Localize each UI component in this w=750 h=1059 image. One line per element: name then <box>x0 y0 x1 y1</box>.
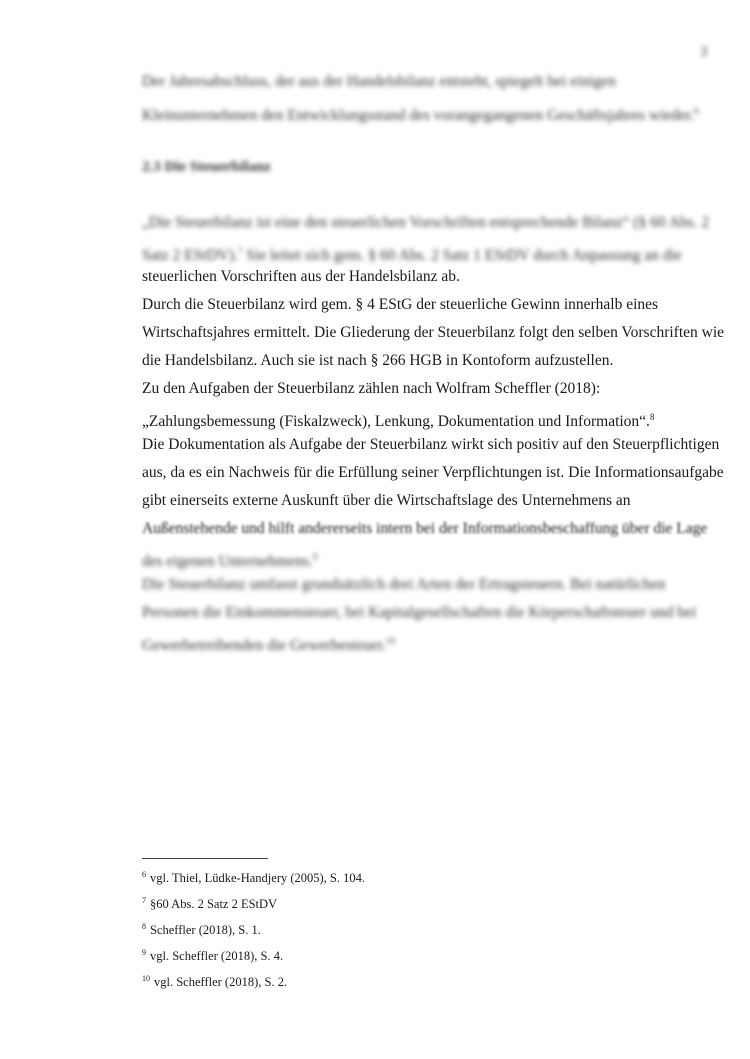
footnote-item <box>142 896 277 912</box>
body-line-7: Die Dokumentation als Aufgabe der Steuerbilanz wirkt sich positiv auf den Steuerpflichtigen <box>142 436 720 453</box>
quote-line-2-tail: Sie leitet sich gem. § 60 Abs. 2 Satz 1 EStDV durch Anpassung an die <box>242 247 682 265</box>
body-line-2: Durch die Steuerbilanz wird gem. § 4 EStG der steuerliche Gewinn innerhalb eines <box>142 296 659 313</box>
footnote-divider <box>142 858 268 859</box>
footnote-text: vgl. Scheffler (2018), S. 2. <box>154 975 288 990</box>
outro-line-2: Die Steuerbilanz umfasst grundsätzlich drei Arten der Ertragsteuern. Bei natürlichen <box>142 576 666 593</box>
body-line-5: Zu den Aufgaben der Steuerbilanz zählen nach Wolfram Scheffler (2018): <box>142 380 601 397</box>
footnote-ref-10: 10 <box>386 636 396 646</box>
outro-line-3: Personen die Einkommensteuer, bei Kapitalgesellschaften die Körperschaftsteuer und bei <box>142 604 697 621</box>
quote-line-1-text: „Die Steuerbilanz ist eine den steuerlichen Vorschriften entsprechende Bilanz“ (§ 60 Abs. 2 <box>142 214 710 231</box>
footnote-mark: 8 <box>142 922 146 931</box>
footnote-item <box>142 948 283 964</box>
footnote-ref-6: 6 <box>694 106 699 116</box>
footnote-item <box>142 974 287 990</box>
footnote-text: Scheffler (2018), S. 1. <box>150 923 261 938</box>
footnote-text: vgl. Scheffler (2018), S. 4. <box>150 949 284 964</box>
footnote-text: §60 Abs. 2 Satz 2 EStDV <box>150 897 278 912</box>
footnote-ref-7: 7 <box>238 246 243 256</box>
intro-line-1-text: Der Jahresabschluss, der aus der Handelsbilanz entsteht, spiegelt bei einigen <box>142 73 616 90</box>
footnote-mark: 6 <box>142 870 146 879</box>
footnote-item <box>142 922 261 938</box>
body-line-3: Wirtschaftsjahres ermittelt. Die Gliederung der Steuerbilanz folgt den selben Vorschriften wie <box>142 324 725 341</box>
quote-line-1 <box>142 213 709 233</box>
quote-line-2 <box>142 241 682 266</box>
footnote-ref-9: 9 <box>312 552 318 562</box>
footnote-item <box>142 870 365 886</box>
quote-line-2-text: Satz 2 EStDV). <box>142 247 239 265</box>
outro-line-1-text: des eigenen Unternehmens. <box>142 553 313 571</box>
outro-line-1 <box>142 547 317 572</box>
body-line-9: gibt einerseits externe Auskunft über die Wirtschaftslage des Unternehmens an <box>142 492 631 509</box>
body-line-6-text: „Zahlungsbemessung (Fiskalzweck), Lenkung, Dokumentation und Information“. <box>142 413 650 431</box>
section-heading: 2.3 Die Steuerbilanz <box>142 159 271 175</box>
footnote-ref-8: 8 <box>649 412 655 422</box>
outro-line-4 <box>142 631 395 656</box>
body-line-1: steuerlichen Vorschriften aus der Handelsbilanz ab. <box>142 268 460 285</box>
body-line-10: Außenstehende und hilft andererseits intern bei der Informationsbeschaffung über die Lage <box>142 520 708 537</box>
footnote-mark: 7 <box>142 896 146 905</box>
page-number: 3 <box>700 44 708 60</box>
body-line-4: die Handelsbilanz. Auch sie ist nach § 266 HGB in Kontoform aufzustellen. <box>142 352 614 369</box>
body-line-8: aus, da es ein Nachweis für die Erfüllung seiner Verpflichtungen ist. Die Informationsaufgabe <box>142 464 724 481</box>
intro-line-2 <box>142 101 699 126</box>
intro-line-2-text: Kleinunternehmen den Entwicklungsstand des vorangegangenen Geschäftsjahres wieder. <box>142 107 695 125</box>
footnote-mark: 9 <box>142 948 146 957</box>
footnote-text: vgl. Thiel, Lüdke-Handjery (2005), S. 104. <box>150 871 366 886</box>
body-line-6 <box>142 407 654 432</box>
footnote-mark: 10 <box>142 974 150 983</box>
intro-line-1 <box>142 72 616 92</box>
outro-line-4-text: Gewerbetreibenden die Gewerbesteuer. <box>142 637 387 655</box>
